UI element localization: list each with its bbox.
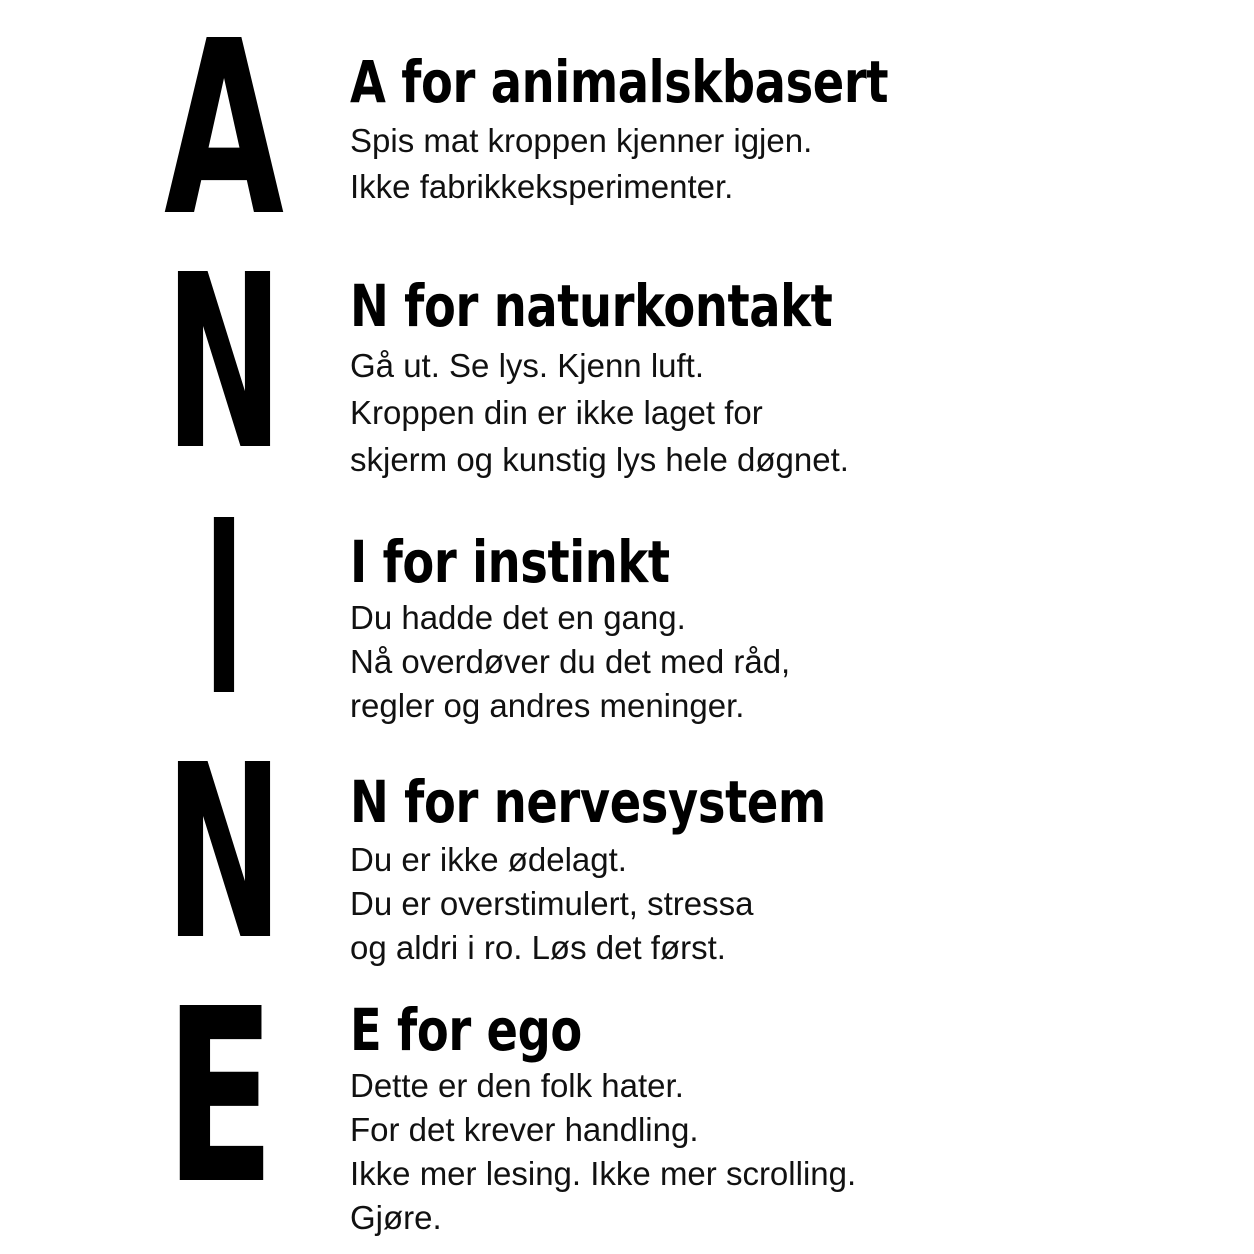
svg-text:N: N [165,713,283,993]
section-line: Gjøre. [350,1199,442,1236]
section-line: skjerm og kunstig lys hele døgnet. [350,441,849,478]
section-line: Nå overdøver du det med råd, [350,643,791,680]
section-line: regler og andres meninger. [350,687,745,724]
section-naturkontakt [350,274,1230,483]
svg-text:I: I [204,469,244,749]
section-line: Gå ut. Se lys. Kjenn luft. [350,347,705,384]
section-instinkt [350,530,1230,728]
section-line: og aldri i ro. Løs det først. [350,929,726,966]
section-line: Du er ikke ødelagt. [350,841,627,878]
acrostic-letter-a [160,0,288,269]
svg-text:N: N [165,223,283,503]
section-line: Spis mat kroppen kjenner igjen. [350,122,813,159]
section-line: Du hadde det en gang. [350,599,686,636]
acrostic-letter-n-second [160,713,288,993]
acrostic-letter-i [160,469,288,749]
section-heading: N for naturkontakt [350,272,833,340]
svg-text:A: A [164,0,284,269]
section-line: Ikke mer lesing. Ikke mer scrolling. [350,1155,857,1192]
section-animalskbasert [350,50,1230,210]
section-heading: E for ego [350,996,582,1064]
section-line: Dette er den folk hater. [350,1067,684,1104]
section-line: Ikke fabrikkeksperimenter. [350,168,734,205]
acrostic-letter-e [160,957,288,1237]
svg-text:E: E [165,957,275,1237]
section-ego [350,998,1230,1240]
section-heading: N for nervesystem [350,768,826,836]
section-heading: I for instinkt [350,528,670,596]
section-line: Du er overstimulert, stressa [350,885,754,922]
section-line: For det krever handling. [350,1111,699,1148]
section-line: Kroppen din er ikke laget for [350,394,763,431]
acrostic-letter-n-first [160,223,288,503]
section-nervesystem [350,770,1230,970]
section-heading: A for animalskbasert [350,48,889,116]
